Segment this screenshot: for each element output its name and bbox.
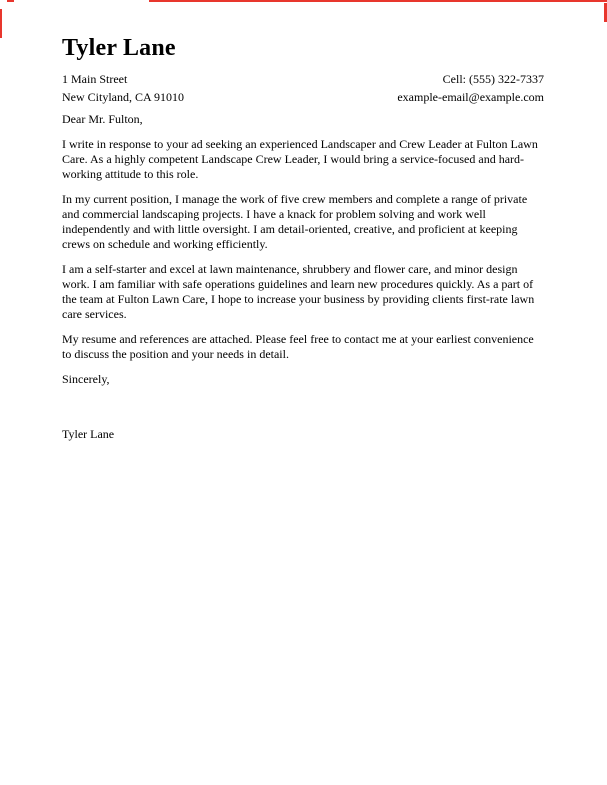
sender-name-heading: Tyler Lane (62, 35, 176, 61)
sender-contact (397, 70, 544, 106)
letterhead (62, 70, 544, 106)
paragraph-call-to-action: My resume and references are attached. Please feel free to contact me at your earliest convenience to discuss the position and your needs in detail. (62, 332, 534, 361)
red-border-mark-top-left (7, 0, 14, 2)
sender-address (62, 70, 184, 106)
email-line: example-email@example.com (397, 90, 544, 104)
red-border-mark-top (149, 0, 607, 2)
phone-line: Cell: (555) 322-7337 (442, 72, 544, 86)
paragraph-current-position: In my current position, I manage the work of five crew members and complete a range of private and commercial landscaping projects. I have a knack for problem solving and work well independently and with little oversight. I am detail-oriented, creative, and proficient at keeping crews on schedule and working efficiently. (62, 192, 528, 251)
address-line-1: 1 Main Street (62, 72, 128, 86)
paragraph-intro: I write in response to your ad seeking an experienced Landscaper and Crew Leader at Fulton Lawn Care. As a highly competent Landscape Crew Leader, I would bring a service-focused and hard-working attitude to this role. (62, 137, 538, 181)
salutation: Dear Mr. Fulton, (62, 112, 143, 126)
signature-name: Tyler Lane (62, 427, 115, 441)
address-line-2: New Cityland, CA 91010 (62, 90, 184, 104)
red-border-mark-left (0, 9, 2, 38)
closing: Sincerely, (62, 372, 110, 386)
paragraph-skills: I am a self-starter and excel at lawn maintenance, shrubbery and flower care, and minor design work. I am familiar with safe operations guidelines and learn new procedures quickly. As a part of the team at Fulton Lawn Care, I hope to increase your business by providing clients first-rate lawn care services. (62, 262, 535, 321)
